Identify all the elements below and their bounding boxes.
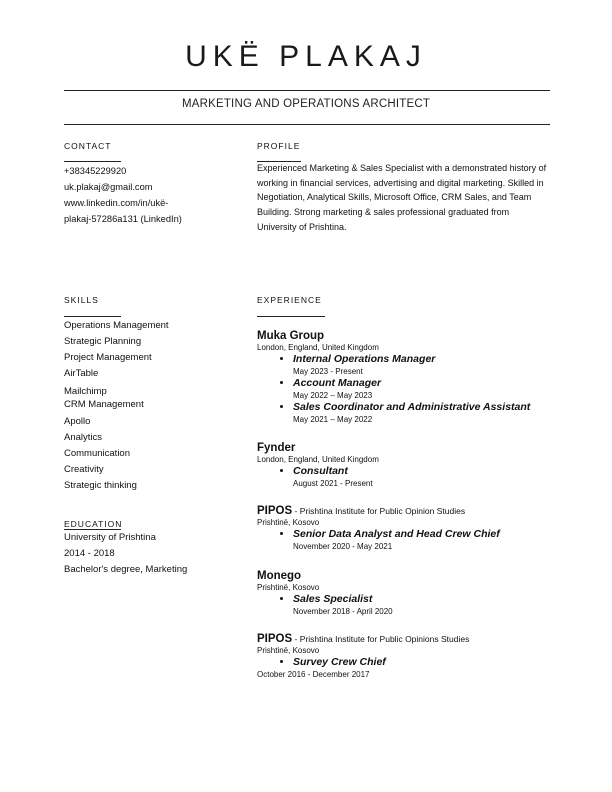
role-dates: May 2023 - Present [293, 367, 363, 376]
skill-item: Analytics [64, 432, 103, 443]
skills-list [64, 318, 169, 494]
role-item [293, 377, 557, 401]
job-entry [257, 632, 557, 680]
job-title: MARKETING AND OPERATIONS ARCHITECT [181, 98, 431, 110]
role-item [293, 465, 557, 489]
skill-item: CRM Management [64, 399, 144, 410]
education-school: University of Prishtina [64, 532, 156, 543]
role-item [293, 593, 557, 617]
skill-item: Strategic thinking [64, 480, 137, 491]
experience-underline [257, 316, 325, 317]
company-location: Prishtinë, Kosovo [257, 646, 320, 655]
contact-email: uk.plakaj@gmail.com [64, 182, 153, 192]
skill-item: Project Management [64, 352, 152, 363]
company-name: PIPOS [257, 505, 293, 517]
role-title: • Internal Operations Manager [293, 353, 436, 365]
company-heading [257, 504, 557, 518]
company-description: - Prishtina Institute for Public Opinion Studies [292, 506, 466, 516]
role-title: • Sales Specialist [293, 593, 373, 605]
job-entry [257, 441, 557, 489]
company-description: - Prishtina Institute for Public Opinions Studies [292, 634, 470, 644]
contact-block [64, 163, 182, 227]
skill-item: Creativity [64, 464, 104, 475]
skill-item: Mailchimp [64, 386, 107, 397]
role-dates: October 2016 - December 2017 [257, 670, 370, 679]
company-heading [257, 632, 557, 646]
company-name: Fynder [257, 442, 296, 454]
role-dates: May 2021 – May 2022 [293, 415, 373, 424]
skill-item: Operations Management [64, 320, 169, 331]
role-title: • Consultant [293, 465, 348, 477]
role-item [293, 656, 557, 669]
role-item [293, 528, 557, 552]
contact-phone: +38345229920 [64, 166, 127, 176]
company-location: Prishtinë, Kosovo [257, 518, 320, 527]
contact-linkedin-line-1: www.linkedin.com/in/ukë- [64, 198, 169, 208]
role-title: • Account Manager [293, 377, 382, 389]
header-top-rule [64, 90, 550, 91]
role-title: • Sales Coordinator and Administrative Assistant [293, 401, 531, 413]
education-years: 2014 - 2018 [64, 548, 115, 559]
role-dates: August 2021 - Present [293, 479, 373, 488]
skill-item: Communication [64, 448, 130, 459]
education-heading: EDUCATION [64, 519, 123, 529]
header-bottom-rule [64, 124, 550, 125]
role-item [293, 401, 557, 425]
role-dates: November 2018 - April 2020 [293, 607, 393, 616]
role-title: • Senior Data Analyst and Head Crew Chief [293, 528, 500, 540]
skill-item: Apollo [64, 416, 91, 427]
role-item [293, 353, 557, 377]
company-name: PIPOS [257, 633, 293, 645]
contact-underline [64, 161, 121, 162]
education-block [64, 530, 187, 578]
company-location: Prishtinë, Kosovo [257, 583, 320, 592]
skill-item: AirTable [64, 368, 99, 379]
company-name: Muka Group [257, 330, 325, 342]
profile-heading: PROFILE [257, 141, 301, 151]
contact-linkedin-line-2: plakaj-57286a131 (LinkedIn) [64, 214, 182, 224]
company-location: London, England, United Kingdom [257, 455, 379, 464]
skill-item: Strategic Planning [64, 336, 142, 347]
role-title: • Survey Crew Chief [293, 656, 386, 668]
skills-underline [64, 316, 121, 317]
role-dates: November 2020 - May 2021 [293, 542, 393, 551]
company-location: London, England, United Kingdom [257, 343, 379, 352]
education-degree: Bachelor's degree, Marketing [64, 564, 188, 575]
job-entry [257, 329, 557, 425]
role-dates: May 2022 – May 2023 [293, 391, 373, 400]
contact-heading: CONTACT [64, 141, 112, 151]
experience-heading: EXPERIENCE [257, 295, 322, 305]
skills-heading: SKILLS [64, 295, 99, 305]
company-name: Monego [257, 570, 302, 582]
job-entry [257, 504, 557, 552]
candidate-name: UKË PLAKAJ [185, 40, 427, 73]
job-entry [257, 569, 557, 617]
profile-text: Experienced Marketing & Sales Specialist with a demonstrated history of working in financial services, advertising and digital marketing. Skilled in Negotiation, Analytical Skills, Microsoft Office, CRM Sales, and Team Building. Strong marketing & sales professional graduated from University of Prishtina. [257, 163, 547, 232]
